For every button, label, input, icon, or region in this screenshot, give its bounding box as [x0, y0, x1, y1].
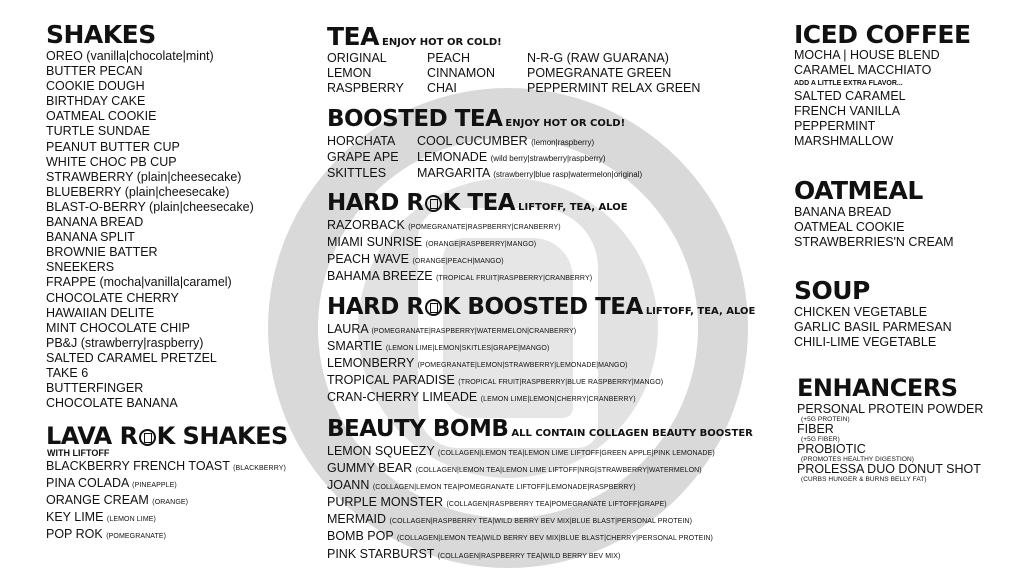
enhancer-detail: (+5G PROTEIN) [801, 416, 850, 423]
enhancer-detail: (CURBS HUNGER & BURNS BELLY FAT) [801, 476, 927, 483]
tea-item: ORIGINAL [327, 51, 387, 65]
shake-item: CHOCOLATE CHERRY [46, 290, 179, 305]
enhancer-item [797, 403, 983, 423]
enhancer-name: PROBIOTIC [797, 442, 866, 456]
hard-rok-boosted-item-detail: (LEMON LIME|LEMON|SKITLES|GRAPE|MANGO) [385, 345, 550, 353]
rok-o-icon [425, 299, 442, 316]
tea-grid [327, 51, 701, 96]
shake-item: CHOCOLATE BANANA [46, 396, 178, 411]
beauty-bomb-item-name: LEMON SQUEEZY [327, 444, 435, 458]
enhancers-section [797, 376, 983, 483]
oatmeal-item: STRAWBERRIES'N CREAM [794, 235, 954, 250]
hard-rok-boosted-item-detail: (POMEGRANATE|RASPBERRY|WATERMELON|CRANBERRY) [371, 328, 577, 335]
soup-item: GARLIC BASIL PARMESAN [794, 320, 952, 335]
beauty-bomb-item-name: PINK STARBURST [327, 546, 435, 561]
hard-rok-boosted-item [327, 339, 755, 356]
soup-item: CHICKEN VEGETABLE [794, 305, 928, 319]
enhancer-item [797, 443, 983, 463]
lava-shake-item [46, 459, 288, 476]
shake-item: BLUEBERRY (plain|cheesecake) [46, 184, 230, 199]
shake-item: PEANUT BUTTER CUP [46, 139, 180, 154]
tea-subtitle: ENJOY HOT OR COLD! [381, 37, 502, 48]
tea-item: LEMON [327, 66, 372, 81]
tea-item: PEPPERMINT RELAX GREEN [527, 81, 701, 96]
lava-shake-item-detail: (PINEAPPLE) [132, 482, 177, 490]
hardboosted-title-part-b: K BOOSTED TEA [442, 294, 643, 320]
tea-item: POMEGRANATE GREEN [527, 66, 672, 81]
shake-item: SNEEKERS [46, 260, 115, 275]
beauty-bomb-item [327, 512, 753, 529]
lava-rok-shakes-section [46, 424, 288, 544]
lava-title-part-a: LAVA R [46, 422, 138, 450]
boosted-tea-row [327, 150, 697, 166]
boosted-list [327, 134, 697, 182]
beauty-bomb-title [327, 418, 753, 441]
enhancer-detail: (PROMOTES HEALTHY DIGESTION) [801, 456, 915, 463]
hardrok-title-part-b: K TEA [442, 190, 516, 216]
beauty-bomb-item [327, 547, 753, 564]
shake-item: BUTTER PECAN [46, 64, 143, 79]
lava-shake-item [46, 476, 288, 493]
beauty-bomb-item-detail: (COLLAGEN|LEMON TEA|LEMON LIME LIFTOFF|GREEN APPLE|PINK LEMONADE) [437, 450, 715, 457]
beauty-bomb-item-detail: (COLLAGEN|LEMON TEA|WILD BERRY BEV MIX|BLUE BLAST|CHERRY|PERSONAL PROTEIN) [396, 535, 713, 543]
iced-coffee-flavor: MARSHMALLOW [794, 134, 894, 149]
iced-bottom-list [794, 89, 971, 149]
shake-item: PB&J (strawberry|raspberry) [46, 335, 204, 350]
beauty-title-text: BEAUTY BOMB [327, 416, 509, 442]
enhancer-detail: (+5G FIBER) [801, 436, 840, 443]
shake-item: TURTLE SUNDAE [46, 124, 150, 139]
hard-rok-boosted-item [327, 390, 755, 407]
lava-shake-item-name: PINA COLADA [46, 476, 129, 491]
hardboosted-subtitle: LIFTOFF, TEA, ALOE [645, 306, 756, 317]
beauty-list [327, 444, 753, 564]
lava-shake-item-detail: (BLACKBERRY) [233, 465, 286, 472]
shakes-list [46, 49, 254, 411]
tea-title-text: TEA [327, 22, 379, 51]
enhancer-item [797, 423, 983, 443]
tea-item: RASPBERRY [327, 81, 404, 96]
hard-rok-boosted-tea-section [327, 296, 755, 407]
boosted-tea-detail: (lemon|raspberry) [531, 138, 595, 147]
lava-shake-item-name: ORANGE CREAM [46, 493, 149, 508]
boosted-tea-item: HORCHATA [327, 134, 396, 148]
hard-rok-tea-item-detail: (TROPICAL FRUIT|RASPBERRY|CRANBERRY) [436, 275, 593, 283]
beauty-bomb-item-detail: (COLLAGEN|LEMON TEA|LEMON LIME LIFTOFF|NRG|STRAWBERRY|WATERMELON) [415, 467, 702, 475]
boosted-tea-item [417, 134, 697, 150]
enhancer-name: FIBER [797, 422, 834, 436]
hard-rok-boosted-item [327, 322, 755, 339]
boosted-tea-name: MARGARITA [417, 166, 490, 181]
lava-shake-item-name: POP ROK [46, 527, 103, 542]
shake-item: FRAPPE (mocha|vanilla|caramel) [46, 275, 232, 290]
hardboosted-title-part-a: HARD R [327, 294, 424, 320]
hard-rok-tea-item-detail: (ORANGE|RASPBERRY|MANGO) [425, 241, 537, 249]
iced-coffee-section [794, 22, 971, 150]
hard-rok-tea-item-detail: (POMEGRANATE|RASPBERRY|CRANBERRY) [408, 224, 561, 231]
shake-item: TAKE 6 [46, 365, 89, 380]
hardrok-list [327, 218, 628, 286]
lava-shake-item-name: KEY LIME [46, 510, 104, 525]
hard-rok-tea-item [327, 235, 628, 252]
oatmeal-section [794, 178, 954, 250]
beauty-bomb-item [327, 461, 753, 478]
enhancers-list [797, 403, 983, 483]
hard-rok-tea-item-name: RAZORBACK [327, 218, 405, 232]
beauty-bomb-item-detail: (COLLAGEN|RASPBERRY TEA|WILD BERRY BEV MIX|BLUE BLAST|PERSONAL PROTEIN) [389, 518, 693, 526]
hard-rok-boosted-item-name: SMARTIE [327, 339, 383, 354]
beauty-bomb-item [327, 478, 753, 495]
enhancer-item [797, 463, 983, 483]
tea-item: PEACH [427, 51, 471, 65]
beauty-subtitle: ALL CONTAIN COLLAGEN BEAUTY BOOSTER [511, 428, 753, 439]
hard-rok-tea-item-name: MIAMI SUNRISE [327, 235, 423, 250]
rok-o-icon [139, 429, 156, 446]
beauty-bomb-item-detail: (COLLAGEN|RASPBERRY TEA|WILD BERRY BEV MIX) [437, 552, 621, 560]
beauty-bomb-item-name: MERMAID [327, 512, 387, 527]
soup-section [794, 278, 952, 350]
beauty-bomb-item-name: GUMMY BEAR [327, 461, 413, 476]
boosted-tea-row [327, 166, 697, 182]
hard-rok-tea-item [327, 269, 628, 286]
hardrok-subtitle: LIFTOFF, TEA, ALOE [518, 202, 628, 213]
shake-item: MINT CHOCOLATE CHIP [46, 320, 190, 335]
iced-coffee-item: CARAMEL MACCHIATO [794, 63, 932, 78]
boosted-title-text: BOOSTED TEA [327, 106, 503, 132]
oatmeal-title: OATMEAL [794, 176, 923, 205]
shake-item: BANANA BREAD [46, 215, 144, 230]
iced-coffee-item: MOCHA | HOUSE BLEND [794, 48, 940, 62]
shake-item: SALTED CARAMEL PRETZEL [46, 350, 217, 365]
hard-rok-boosted-item-detail: (POMEGRANATE|LEMON|STRAWBERRY|LEMONADE|MANGO) [417, 362, 628, 370]
hard-rok-boosted-item-detail: (TROPICAL FRUIT|RASPBERRY|BLUE RASPBERRY|MANGO) [458, 379, 664, 387]
hard-rok-boosted-item-name: CRAN-CHERRY LIMEADE [327, 390, 478, 405]
hard-rok-boosted-item-name: TROPICAL PARADISE [327, 373, 455, 388]
shake-item: BROWNIE BATTER [46, 245, 158, 260]
boosted-tea-item [417, 166, 697, 182]
oatmeal-list [794, 205, 954, 250]
boosted-tea-detail: (strawberry|blue rasp|watermelon|original) [493, 170, 643, 180]
shakes-title: SHAKES [46, 20, 156, 49]
boosted-subtitle: ENJOY HOT OR COLD! [505, 118, 626, 129]
hard-rok-tea-item-name: BAHAMA BREEZE [327, 269, 433, 284]
boosted-tea-row [327, 134, 697, 150]
enhancers-title: ENHANCERS [797, 374, 958, 402]
boosted-tea-section [327, 108, 697, 182]
hard-rok-tea-title [327, 192, 628, 215]
lava-title-part-b: K SHAKES [156, 422, 288, 450]
shake-item: BIRTHDAY CAKE [46, 94, 146, 109]
beauty-bomb-item-name: BOMB POP [327, 529, 394, 544]
lava-rok-shakes-title [46, 424, 288, 448]
hard-rok-tea-item [327, 218, 628, 235]
boosted-tea-item: GRAPE APE [327, 150, 399, 165]
hard-rok-boosted-item-name: LEMONBERRY [327, 356, 415, 371]
enhancer-name: PERSONAL PROTEIN POWDER [797, 402, 984, 416]
tea-section [327, 22, 701, 96]
boosted-tea-item [417, 150, 697, 166]
hard-rok-tea-item-detail: (ORANGE|PEACH|MANGO) [412, 258, 504, 266]
lava-list [46, 459, 288, 544]
tea-item: CHAI [427, 81, 457, 96]
hard-rok-boosted-item-name: LAURA [327, 322, 368, 336]
iced-coffee-flavor: FRENCH VANILLA [794, 104, 901, 119]
beauty-bomb-item-detail: (COLLAGEN|RASPBERRY TEA|POMEGRANATE LIFTOFF|GRAPE) [446, 501, 667, 509]
shake-item: BLAST-O-BERRY (plain|cheesecake) [46, 199, 254, 214]
beauty-bomb-item-name: JOANN [327, 478, 370, 493]
beauty-bomb-item [327, 529, 753, 546]
shake-item: STRAWBERRY (plain|cheesecake) [46, 169, 242, 184]
shake-item: BANANA SPLIT [46, 230, 135, 245]
hardrok-title-part-a: HARD R [327, 190, 424, 216]
lava-shake-item-detail: (LEMON LIME) [106, 516, 156, 524]
iced-coffee-flavor: SALTED CARAMEL [794, 89, 906, 104]
hard-rok-boosted-item-detail: (LEMON LIME|LEMON|CHERRY|CRANBERRY) [480, 396, 636, 404]
shake-item: OREO (vanilla|chocolate|mint) [46, 49, 214, 63]
lava-shake-item-detail: (ORANGE) [152, 499, 189, 507]
shake-item: OATMEAL COOKIE [46, 109, 157, 124]
beauty-bomb-item-detail: (COLLAGEN|LEMON TEA|POMEGRANATE LIFTOFF|LEMONADE|RASPBERRY) [372, 484, 636, 492]
beauty-bomb-item-name: PURPLE MONSTER [327, 495, 443, 510]
soup-list [794, 305, 952, 350]
iced-coffee-flavor: PEPPERMINT [794, 119, 876, 134]
boosted-tea-name: COOL CUCUMBER [417, 134, 528, 148]
beauty-bomb-item [327, 495, 753, 512]
iced-coffee-title: ICED COFFEE [794, 20, 971, 49]
tea-item: CINNAMON [427, 66, 496, 81]
rok-o-icon [425, 195, 442, 212]
shake-item: WHITE CHOC PB CUP [46, 154, 177, 169]
hard-rok-tea-item [327, 252, 628, 269]
lava-shake-item-detail: (POMEGRANATE) [106, 533, 167, 541]
lava-shake-item-name: BLACKBERRY FRENCH TOAST [46, 459, 230, 473]
shake-item: BUTTERFINGER [46, 381, 144, 396]
soup-item: CHILI-LIME VEGETABLE [794, 335, 937, 350]
oatmeal-item: OATMEAL COOKIE [794, 220, 905, 235]
boosted-tea-item: SKITTLES [327, 166, 387, 181]
iced-top-list [794, 48, 971, 78]
hard-rok-boosted-item [327, 356, 755, 373]
boosted-tea-title [327, 108, 697, 131]
tea-item: N-R-G (RAW GUARANA) [527, 51, 669, 65]
boosted-tea-detail: (wild berry|strawberry|raspberry) [490, 154, 606, 164]
lava-shake-item [46, 527, 288, 544]
shakes-section [46, 22, 254, 411]
beauty-bomb-section [327, 418, 753, 564]
hard-rok-boosted-item [327, 373, 755, 390]
shake-item: COOKIE DOUGH [46, 79, 145, 94]
enhancer-name: PROLESSA DUO DONUT SHOT [797, 462, 981, 476]
hard-rok-tea-item-name: PEACH WAVE [327, 252, 409, 267]
soup-title: SOUP [794, 276, 870, 305]
lava-shake-item [46, 493, 288, 510]
iced-note: ADD A LITTLE EXTRA FLAVOR... [794, 80, 903, 88]
lava-shake-item [46, 510, 288, 527]
shake-item: HAWAIIAN DELITE [46, 305, 155, 320]
hardboosted-list [327, 322, 755, 407]
tea-title [327, 24, 697, 49]
hard-rok-boosted-tea-title [327, 296, 755, 319]
boosted-tea-name: LEMONADE [417, 150, 488, 165]
hard-rok-tea-section [327, 192, 628, 286]
oatmeal-item: BANANA BREAD [794, 205, 892, 219]
lava-subtitle: WITH LIFTOFF [47, 448, 110, 458]
beauty-bomb-item [327, 444, 753, 461]
